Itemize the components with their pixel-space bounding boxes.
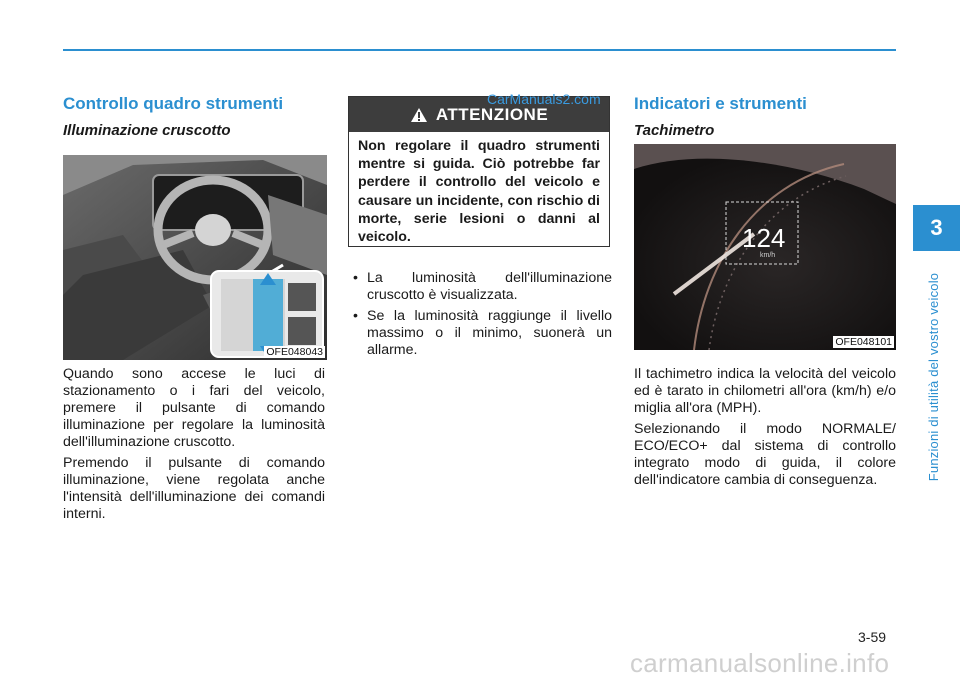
chapter-number-tab: 3 <box>913 205 960 251</box>
figure-label-right: OFE048101 <box>835 336 892 348</box>
carmanuals-watermark: CarManuals2.com <box>487 91 601 107</box>
dashboard-photo <box>63 155 327 360</box>
header-rule <box>63 49 896 51</box>
figure-label-left: OFE048043 <box>266 346 323 358</box>
bullet-item: • La luminosità dell'illuminazione cruscotto è visualizzata. <box>351 270 612 304</box>
warning-box <box>348 96 610 247</box>
left-paragraph-1: Quando sono accese le luci di stazionamento o i fari del veicolo, premere il pulsante di comando illuminazione per regolare la luminosità dell'illuminazione cruscotto. <box>63 366 325 450</box>
bullet-item: • Se la luminosità raggiunge il livello massimo o il minimo, suonerà un allarme. <box>351 308 612 359</box>
chapter-side-title <box>926 257 942 497</box>
warning-title: ATTENZIONE <box>435 104 549 124</box>
subheading-speedometer: Tachimetro <box>634 122 715 139</box>
warning-triangle-icon <box>410 107 428 123</box>
warning-text: Non regolare il quadro strumenti mentre si guida. Ciò potrebbe far perdere il controllo del veicolo e causare un incidente, con rischio di morte, serie lesioni o danni al veicolo. <box>358 138 600 246</box>
left-paragraph-2: Premendo il pulsante di comando illuminazione, viene regolata anche l'intensità dell'illuminazione dei comandi interni. <box>63 455 325 522</box>
bullet-list <box>351 270 612 363</box>
speed-unit: km/h <box>760 252 776 259</box>
speedometer-photo <box>634 144 896 350</box>
right-paragraph-2: Selezionando il modo NORMALE/ ECO/ECO+ dal sistema di controllo integrato modo di guida, il colore dell'indicatore cambia di conseguenza. <box>634 421 896 488</box>
section-heading-right: Indicatori e strumenti <box>634 94 807 113</box>
site-watermark: carmanualsonline.info <box>630 648 890 678</box>
right-paragraph-1: Il tachimetro indica la velocità del veicolo ed è tarato in chilometri all'ora (km/h) e/o miglia all'ora (MPH). <box>634 366 896 416</box>
page-number: 3-59 <box>858 629 887 645</box>
speed-value: 124 <box>742 223 786 253</box>
chapter-title-text: Funzioni di utilità del vostro veicolo <box>926 272 941 482</box>
section-heading-left: Controllo quadro strumenti <box>63 94 284 113</box>
subheading-illumination: Illuminazione cruscotto <box>63 122 231 139</box>
dashboard-illustration <box>63 155 327 360</box>
speedometer-illustration <box>634 144 896 350</box>
